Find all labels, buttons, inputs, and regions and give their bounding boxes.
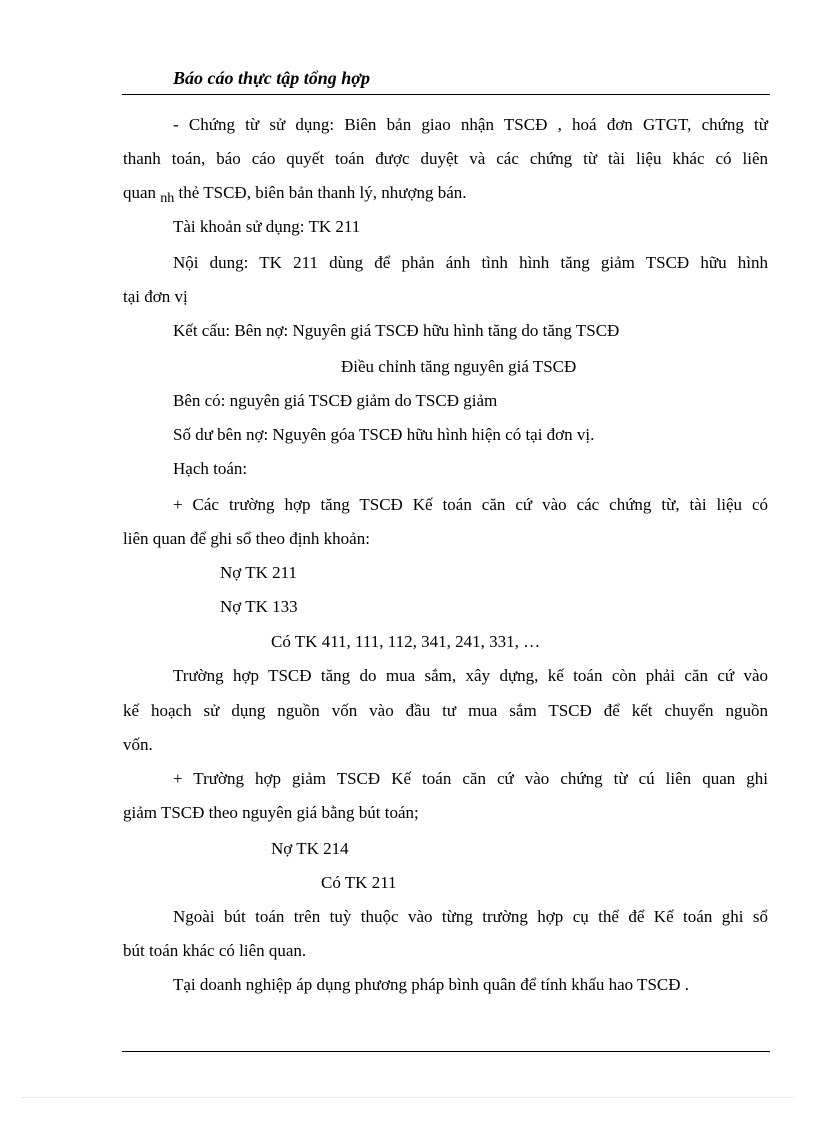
text-line: tại đơn vị	[123, 287, 188, 306]
text-line: giảm TSCĐ theo nguyên giá bằng bút toán;	[123, 803, 419, 822]
text-line: liên quan để ghi sổ theo định khoản:	[123, 529, 370, 548]
text-line: Tại doanh nghiệp áp dụng phương pháp bình quân để tính khấu hao TSCĐ .	[173, 975, 690, 994]
text-line: Ngoài bút toán trên tuỳ thuộc vào từng trường hợp cụ thể để Kế toán ghi sổ	[173, 907, 768, 926]
text-fragment: nh	[160, 191, 175, 206]
text-line: + Các trường hợp tăng TSCĐ Kế toán căn cứ vào các chứng từ, tài liệu có	[173, 495, 768, 514]
page-edge-dots	[22, 1097, 794, 1098]
text-line: - Chứng từ sử dụng: Biên bản giao nhận TSCĐ , hoá đơn GTGT, chứng từ	[173, 115, 768, 134]
text-fragment: thẻ TSCĐ, biên bản thanh lý, nhượng bán.	[178, 183, 467, 202]
text-fragment: quan	[123, 183, 157, 202]
text-line: bút toán khác có liên quan.	[123, 941, 307, 960]
text-line: Tài khoản sử dụng: TK 211	[173, 217, 361, 236]
text-line: Nợ TK 133	[220, 597, 298, 616]
page-header-title: Báo cáo thực tập tổng hợp	[173, 68, 370, 88]
text-line: Trường hợp TSCĐ tăng do mua sắm, xây dựng, kế toán còn phải căn cứ vào	[173, 666, 768, 685]
text-line: vốn.	[123, 735, 153, 754]
text-line: Nợ TK 211	[220, 563, 297, 582]
text-line: Nội dung: TK 211 dùng để phản ánh tình hình tăng giảm TSCĐ hữu hình	[173, 253, 768, 272]
text-line: Bên có: nguyên giá TSCĐ giảm do TSCĐ giảm	[173, 391, 498, 410]
text-line: Số dư bên nợ: Nguyên góa TSCĐ hữu hình hiện có tại đơn vị.	[173, 425, 595, 444]
text-line: thanh toán, báo cáo quyết toán được duyệt và các chứng từ tài liệu khác có liên	[123, 149, 768, 168]
text-line: Có TK 411, 111, 112, 341, 241, 331, …	[271, 632, 541, 651]
text-line: Điều chỉnh tăng nguyên giá TSCĐ	[341, 357, 577, 376]
text-line: + Trường hợp giảm TSCĐ Kế toán căn cứ vào chứng từ cú liên quan ghi	[173, 769, 768, 788]
footer-rule	[122, 1051, 770, 1052]
text-line: Có TK 211	[321, 873, 397, 892]
text-line	[123, 182, 467, 210]
text-line: Hạch toán:	[173, 459, 248, 478]
text-line: kế hoạch sử dụng nguồn vốn vào đầu tư mua sắm TSCĐ để kết chuyển nguồn	[123, 701, 768, 720]
text-line: Nợ TK 214	[271, 839, 349, 858]
text-line: Kết cấu: Bên nợ: Nguyên giá TSCĐ hữu hình tăng do tăng TSCĐ	[173, 321, 620, 340]
header-rule	[122, 94, 770, 95]
